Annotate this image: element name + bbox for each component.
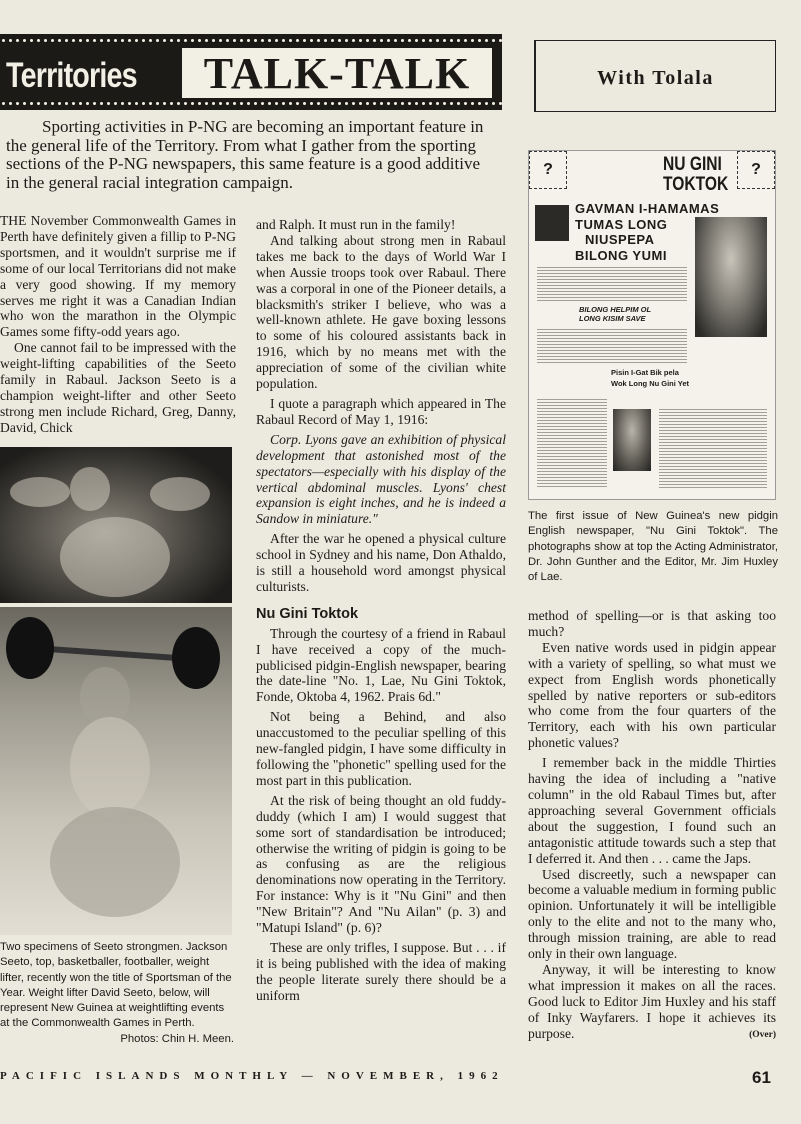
newspaper-photo-left [535,205,569,241]
col2-quote: Corp. Lyons gave an exhibition of physical development that astonished most of the spectators—especially with his display of the vertical abdominal muscles. Lyons' chest expansion is eight inches, and he is indeed a Sandow in miniature." [256,431,506,527]
byline-box [534,40,776,112]
photo-jim-huxley [613,409,651,471]
column-3 [528,608,776,1041]
question-box-right: ? [737,151,775,189]
col2-para-2: And talking about strong men in Rabaul takes me back to the days of World War I when Aussie troops took over Rabaul. There was a corporal in one of the Pioneer details, a blacksmith's striker I believe, who was a well-known athlete. He gave boxing lessons to some of his coloured assistants back in 1916, which by no means met with the appreciation of some of the civilian white population. [256,232,506,392]
col3-para-2: Even native words used in pidgin appear with a variety of spelling, so what must we expect from English words phonetically spelled by native reporters or sub-editors who come from the four quarters of the Territory, each with his own particular phonetic values? [528,639,776,751]
byline-with-tolala: With Tolala [597,67,714,89]
photo-john-gunther [695,217,767,337]
masthead-talk-talk: TALK-TALK [182,48,492,98]
intro-paragraph: Sporting activities in P-NG are becoming an important feature in the general life of the Territory. From what I gather from the sporting sections of the P-NG newspapers, this same feature is a good additive in the general racial integration campaign. [6,117,484,192]
newspaper-facsimile [528,150,776,500]
masthead-banner [0,34,502,110]
newspaper-subhead-2: Pisin I-Gat Bik pela Wok Long Nu Gini Yet [611,368,690,388]
col3-para-3: I remember back in the middle Thirties having the idea of including a "native column" in the old Rabaul Times but, after approaching several Government officials about the suggestion, I found such an antagonistic attitude towards such a step that I deferred it. And then . . . came the Japs. [528,755,776,866]
col3-para-4: Used discreetly, such a newspaper can become a valuable medium in forming public opinion. Unfortunately it will be intelligible only to the elite and not to the many who, through mission training, are able to read only in their own language. [528,866,776,962]
newspaper-subhead-1: BILONG HELPIM OL LONG KISIM SAVE [579,305,652,323]
page-footer: PACIFIC ISLANDS MONTHLY — NOVEMBER, 1962 [0,1070,504,1082]
col1-para-1: THE November Commonwealth Games in Perth have definitely given a fillip to P-NG sportsmen, and it wouldn't surprise me if some of our local Territorians did not make a very good showing. If my memory serves me right it was a Canadian Indian who won the marathon in the Olympic Games some fifty-odd years ago. [0,213,236,340]
photo-david-seeto-weightlifter [0,607,232,935]
question-box-left: ? [529,151,567,189]
col2-para-3: I quote a paragraph which appeared in The Rabaul Record of May 1, 1916: [256,395,506,427]
col3-para-1: method of spelling—or is that asking too much? [528,608,776,639]
col2-para-8: These are only trifles, I suppose. But . . . if it is being published with the idea of making the people literate surely there should be a uniform [256,939,506,1003]
photo-caption-newspaper: The first issue of New Guinea's new pidgin English newspaper, "Nu Gini Toktok". The photographs show at top the Acting Administrator, Dr. John Gunther and the Editor, Mr. Jim Huxley of Lae. [528,510,778,584]
col2-para-4: After the war he opened a physical culture school in Sydney and his name, Don Athaldo, is still a household word amongst physical culturists. [256,531,506,594]
col1-para-2: One cannot fail to be impressed with the weight-lifting capabilities of the Seeto family in Rabaul. Jackson Seeto is a champion weight-lifter and other Seeto strong men include Richard, Greg, Danny, David, Chick [0,340,236,435]
column-1 [0,213,236,436]
newspaper-title: NU GINI TOKTOK [663,154,729,195]
masthead-territories: Territories [6,56,137,95]
col2-para-1: and Ralph. It must run in the family! [256,217,456,232]
section-heading-nu-gini-toktok: Nu Gini Toktok [256,605,359,622]
page-number: 61 [752,1068,771,1087]
photo-caption-seeto: Two specimens of Seeto strongmen. Jackson Seeto, top, basketballer, footballer, weight lifter, recently won the title of Sportsman of the Year. Weight lifter David Seeto, below, will represent New Guinea at weightlifting events at the Commonwealth Games in Perth. Photos: Chin H. Meen. [0,940,234,1047]
col2-para-7: At the risk of being thought an old fuddy-duddy (which I am) I would suggest that some sort of standardisation be introduced; otherwise the writing of pidgin is going to be as confusing as are the religious denominations now operating in the Territory. For instance: Why is it "Nu Gini" and then "New Britain"? And "Nu Ailan" (p. 3) and "Matupi Island" (p. 6)? [256,792,506,936]
column-2 [256,217,506,1004]
col2-para-5: Through the courtesy of a friend in Rabaul I have received a copy of the much-publicised pidgin-English newspaper, bearing the date-line "No. 1, Lae, Nu Gini Toktok, Fonde, Oktoba 4, 1962. Prais 6d." [256,625,506,705]
dot-border-bottom [0,100,502,107]
photo-credit: Photos: Chin H. Meen. [120,1032,234,1045]
col2-para-6: Not being a Behind, and also unaccustomed to the peculiar spelling of this new-fangled pidgin, I have some difficulty in following the "phonetic" spelling used for the most part in this publication. [256,709,506,788]
newspaper-headline: GAVMAN I-HAMAMAS TUMAS LONG NIUSPEPA BILONG YUMI [575,201,720,263]
col3-para-5: Anyway, it will be interesting to know what impression it makes on all the races. Good luck to Editor Jim Huxley and his staff of Inky Wayfarers. I hope it achieves its purpose. [528,961,776,1041]
dot-border-top [0,37,502,44]
photo-jackson-seeto [0,447,232,603]
continued-over: (Over) [749,1029,776,1040]
